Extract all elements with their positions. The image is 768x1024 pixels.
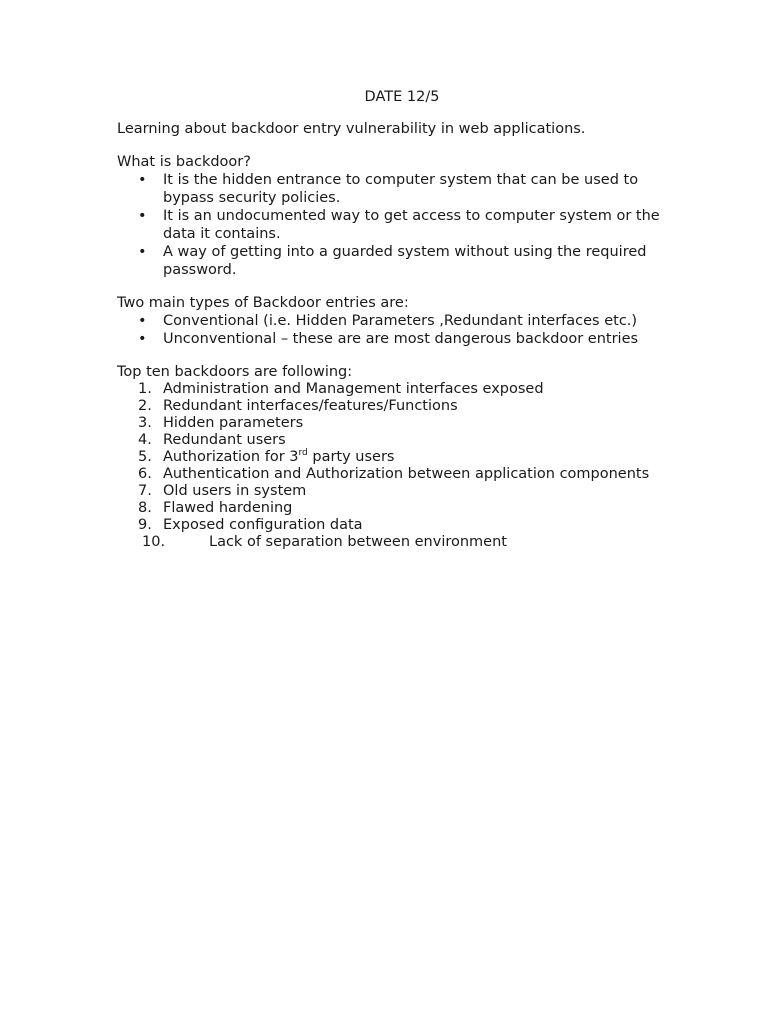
list-item-text: Old users in system bbox=[163, 483, 307, 499]
list-item bbox=[117, 330, 662, 348]
document-date: DATE 12/5 bbox=[364, 89, 440, 105]
list-item-text: A way of getting into a guarded system without using the required password. bbox=[163, 244, 647, 278]
list-item-text: Lack of separation between environment bbox=[209, 534, 507, 550]
top-ten-heading: Top ten backdoors are following: bbox=[117, 364, 353, 380]
list-item-text: Hidden parameters bbox=[163, 415, 304, 431]
list-item-text: Conventional (i.e. Hidden Parameters ,Redundant interfaces etc.) bbox=[163, 313, 638, 329]
list-item-text: It is an undocumented way to get access to computer system or the data it contains. bbox=[163, 208, 660, 242]
list-item bbox=[117, 312, 662, 330]
bullet-icon: • bbox=[138, 331, 147, 347]
list-number: 9. bbox=[138, 517, 152, 533]
list-item bbox=[117, 466, 662, 483]
list-item-text: It is the hidden entrance to computer system that can be used to bypass security policies. bbox=[163, 172, 639, 206]
list-item bbox=[117, 534, 662, 551]
list-item-text: Redundant users bbox=[163, 432, 286, 448]
list-number: 1. bbox=[138, 381, 152, 397]
intro-paragraph: Learning about backdoor entry vulnerability in web applications. bbox=[117, 121, 586, 137]
list-number: 3. bbox=[138, 415, 152, 431]
document-body bbox=[117, 120, 662, 551]
list-number: 2. bbox=[138, 398, 152, 414]
what-is-backdoor-list bbox=[117, 171, 662, 279]
list-item-text: Redundant interfaces/features/Functions bbox=[163, 398, 458, 414]
list-item bbox=[117, 398, 662, 415]
bullet-icon: • bbox=[138, 313, 147, 329]
list-item bbox=[117, 500, 662, 517]
list-item bbox=[117, 415, 662, 432]
list-item-text: Unconventional – these are are most dangerous backdoor entries bbox=[163, 331, 639, 347]
list-item bbox=[117, 171, 662, 207]
list-item bbox=[117, 207, 662, 243]
list-item bbox=[117, 381, 662, 398]
what-is-backdoor-heading: What is backdoor? bbox=[117, 154, 251, 170]
bullet-icon: • bbox=[138, 172, 147, 188]
list-number: 4. bbox=[138, 432, 152, 448]
list-number: 10. bbox=[142, 534, 166, 550]
list-item bbox=[117, 517, 662, 534]
top-ten-list bbox=[117, 381, 662, 551]
list-item-text: Authentication and Authorization between application components bbox=[163, 466, 650, 482]
list-item bbox=[117, 243, 662, 279]
list-item-text-end: party users bbox=[307, 449, 395, 465]
list-item-text: Flawed hardening bbox=[163, 500, 293, 516]
bullet-icon: • bbox=[138, 244, 147, 260]
ordinal-superscript: rd bbox=[298, 448, 308, 459]
list-number: 6. bbox=[138, 466, 152, 482]
list-number: 7. bbox=[138, 483, 152, 499]
list-item bbox=[117, 449, 662, 466]
list-item-text: Exposed configuration data bbox=[163, 517, 363, 533]
backdoor-types-list bbox=[117, 312, 662, 348]
list-item-text-start: Authorization for 3 bbox=[163, 449, 299, 465]
list-number: 5. bbox=[138, 449, 152, 465]
list-item bbox=[117, 432, 662, 449]
bullet-icon: • bbox=[138, 208, 147, 224]
list-item-text: Administration and Management interfaces exposed bbox=[163, 381, 544, 397]
backdoor-types-heading: Two main types of Backdoor entries are: bbox=[117, 295, 409, 311]
list-number: 8. bbox=[138, 500, 152, 516]
list-item bbox=[117, 483, 662, 500]
